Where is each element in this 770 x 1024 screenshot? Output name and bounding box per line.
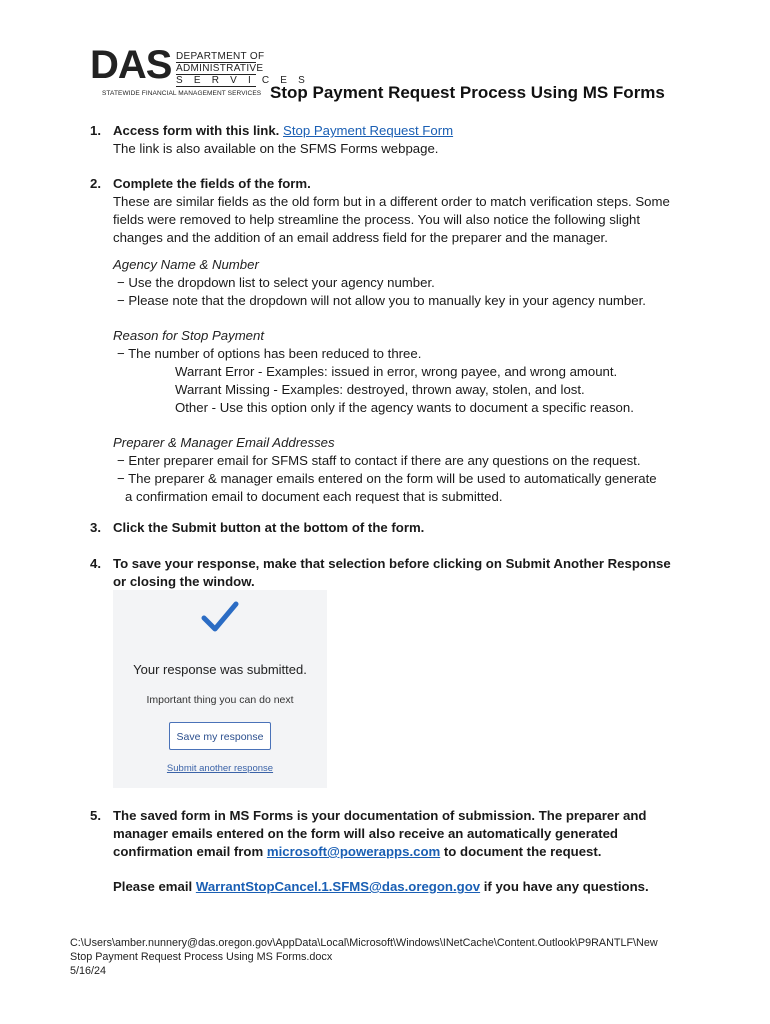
step-3-number: 3. xyxy=(90,520,101,535)
agency-bullet-2: − Please note that the dropdown will not allow you to manually key in your agency number. xyxy=(117,293,646,308)
page-title: Stop Payment Request Process Using MS Forms xyxy=(270,83,665,102)
reason-bullet-1: − The number of options has been reduced to three. xyxy=(117,346,422,361)
step-5-line-1: The saved form in MS Forms is your documentation of submission. The preparer and xyxy=(113,808,647,823)
step-2-para-line-3: changes and the addition of an email address field for the preparer and the manager. xyxy=(113,230,608,245)
response-submitted-screenshot xyxy=(113,590,327,788)
reason-warrant-error: Warrant Error - Examples: issued in error, wrong payee, and wrong amount. xyxy=(175,364,618,379)
contact-post: if you have any questions. xyxy=(480,879,649,894)
step-2-number: 2. xyxy=(90,176,101,191)
step-4-line-1: To save your response, make that selection before clicking on Submit Another Response xyxy=(113,556,671,571)
email-heading: Preparer & Manager Email Addresses xyxy=(113,435,335,450)
reason-heading: Reason for Stop Payment xyxy=(113,328,265,343)
logo-line-2: ADMINISTRATIVE xyxy=(176,63,264,74)
logo-das-text: DAS xyxy=(90,43,172,87)
footer-date: 5/16/24 xyxy=(70,965,107,977)
step-2-para-line-1: These are similar fields as the old form but in a different order to match verification steps. Some xyxy=(113,194,670,209)
step-1-lead: Access form with this link. xyxy=(113,123,280,138)
logo-line-1: DEPARTMENT OF xyxy=(176,51,265,62)
submitted-title: Your response was submitted. xyxy=(133,662,307,677)
reason-warrant-missing: Warrant Missing - Examples: destroyed, thrown away, stolen, and lost. xyxy=(175,382,585,397)
email-bullet-2: − The preparer & manager emails entered on the form will be used to automatically generate xyxy=(117,471,657,486)
reason-other: Other - Use this option only if the agency wants to document a specific reason. xyxy=(175,400,634,415)
email-bullet-2-cont: a confirmation email to document each request that is submitted. xyxy=(125,489,503,504)
logo-line-3: S E R V I C E S xyxy=(176,75,310,86)
powerapps-email-link[interactable]: microsoft@powerapps.com xyxy=(266,844,441,859)
logo-subtitle: STATEWIDE FINANCIAL MANAGEMENT SERVICES xyxy=(102,90,262,97)
file-path-footer xyxy=(70,936,658,978)
logo-department-lines xyxy=(176,51,310,87)
step-4-line-2: or closing the window. xyxy=(113,574,255,589)
agency-bullet-1: − Use the dropdown list to select your agency number. xyxy=(117,275,435,290)
agency-heading: Agency Name & Number xyxy=(113,257,259,272)
submit-another-response-link[interactable]: Submit another response xyxy=(166,763,274,774)
step-5-line-2: manager emails entered on the form will also receive an automatically generated xyxy=(113,826,618,841)
step-1-note: The link is also available on the SFMS Forms webpage. xyxy=(113,141,439,156)
step-1-number: 1. xyxy=(90,123,101,138)
submitted-subtitle: Important thing you can do next xyxy=(146,694,294,706)
email-bullet-1: − Enter preparer email for SFMS staff to contact if there are any questions on the request. xyxy=(117,453,641,468)
step-4-number: 4. xyxy=(90,556,101,571)
step-5-line-3-pre: confirmation email from xyxy=(113,844,267,859)
step-2-lead: Complete the fields of the form. xyxy=(113,176,311,191)
warrant-stop-email-link[interactable]: WarrantStopCancel.1.SFMS@das.oregon.gov xyxy=(195,879,481,894)
checkmark-icon xyxy=(201,600,239,634)
stop-payment-form-link[interactable]: Stop Payment Request Form xyxy=(283,123,454,138)
footer-path-line-2: Stop Payment Request Process Using MS Forms.docx xyxy=(70,951,333,963)
step-5-line-3-post: to document the request. xyxy=(440,844,602,859)
das-logo xyxy=(88,43,310,100)
save-my-response-button[interactable]: Save my response xyxy=(169,722,271,750)
contact-pre: Please email xyxy=(113,879,196,894)
step-5-number: 5. xyxy=(90,808,101,823)
step-2-para-line-2: fields were removed to help streamline the process. You will also notice the following slight xyxy=(113,212,641,227)
footer-path-line-1: C:\Users\amber.nunnery@das.oregon.gov\AppData\Local\Microsoft\Windows\INetCache\Content.Outlook\P9RANTLF\New xyxy=(70,937,658,949)
step-3-text: Click the Submit button at the bottom of the form. xyxy=(113,520,425,535)
